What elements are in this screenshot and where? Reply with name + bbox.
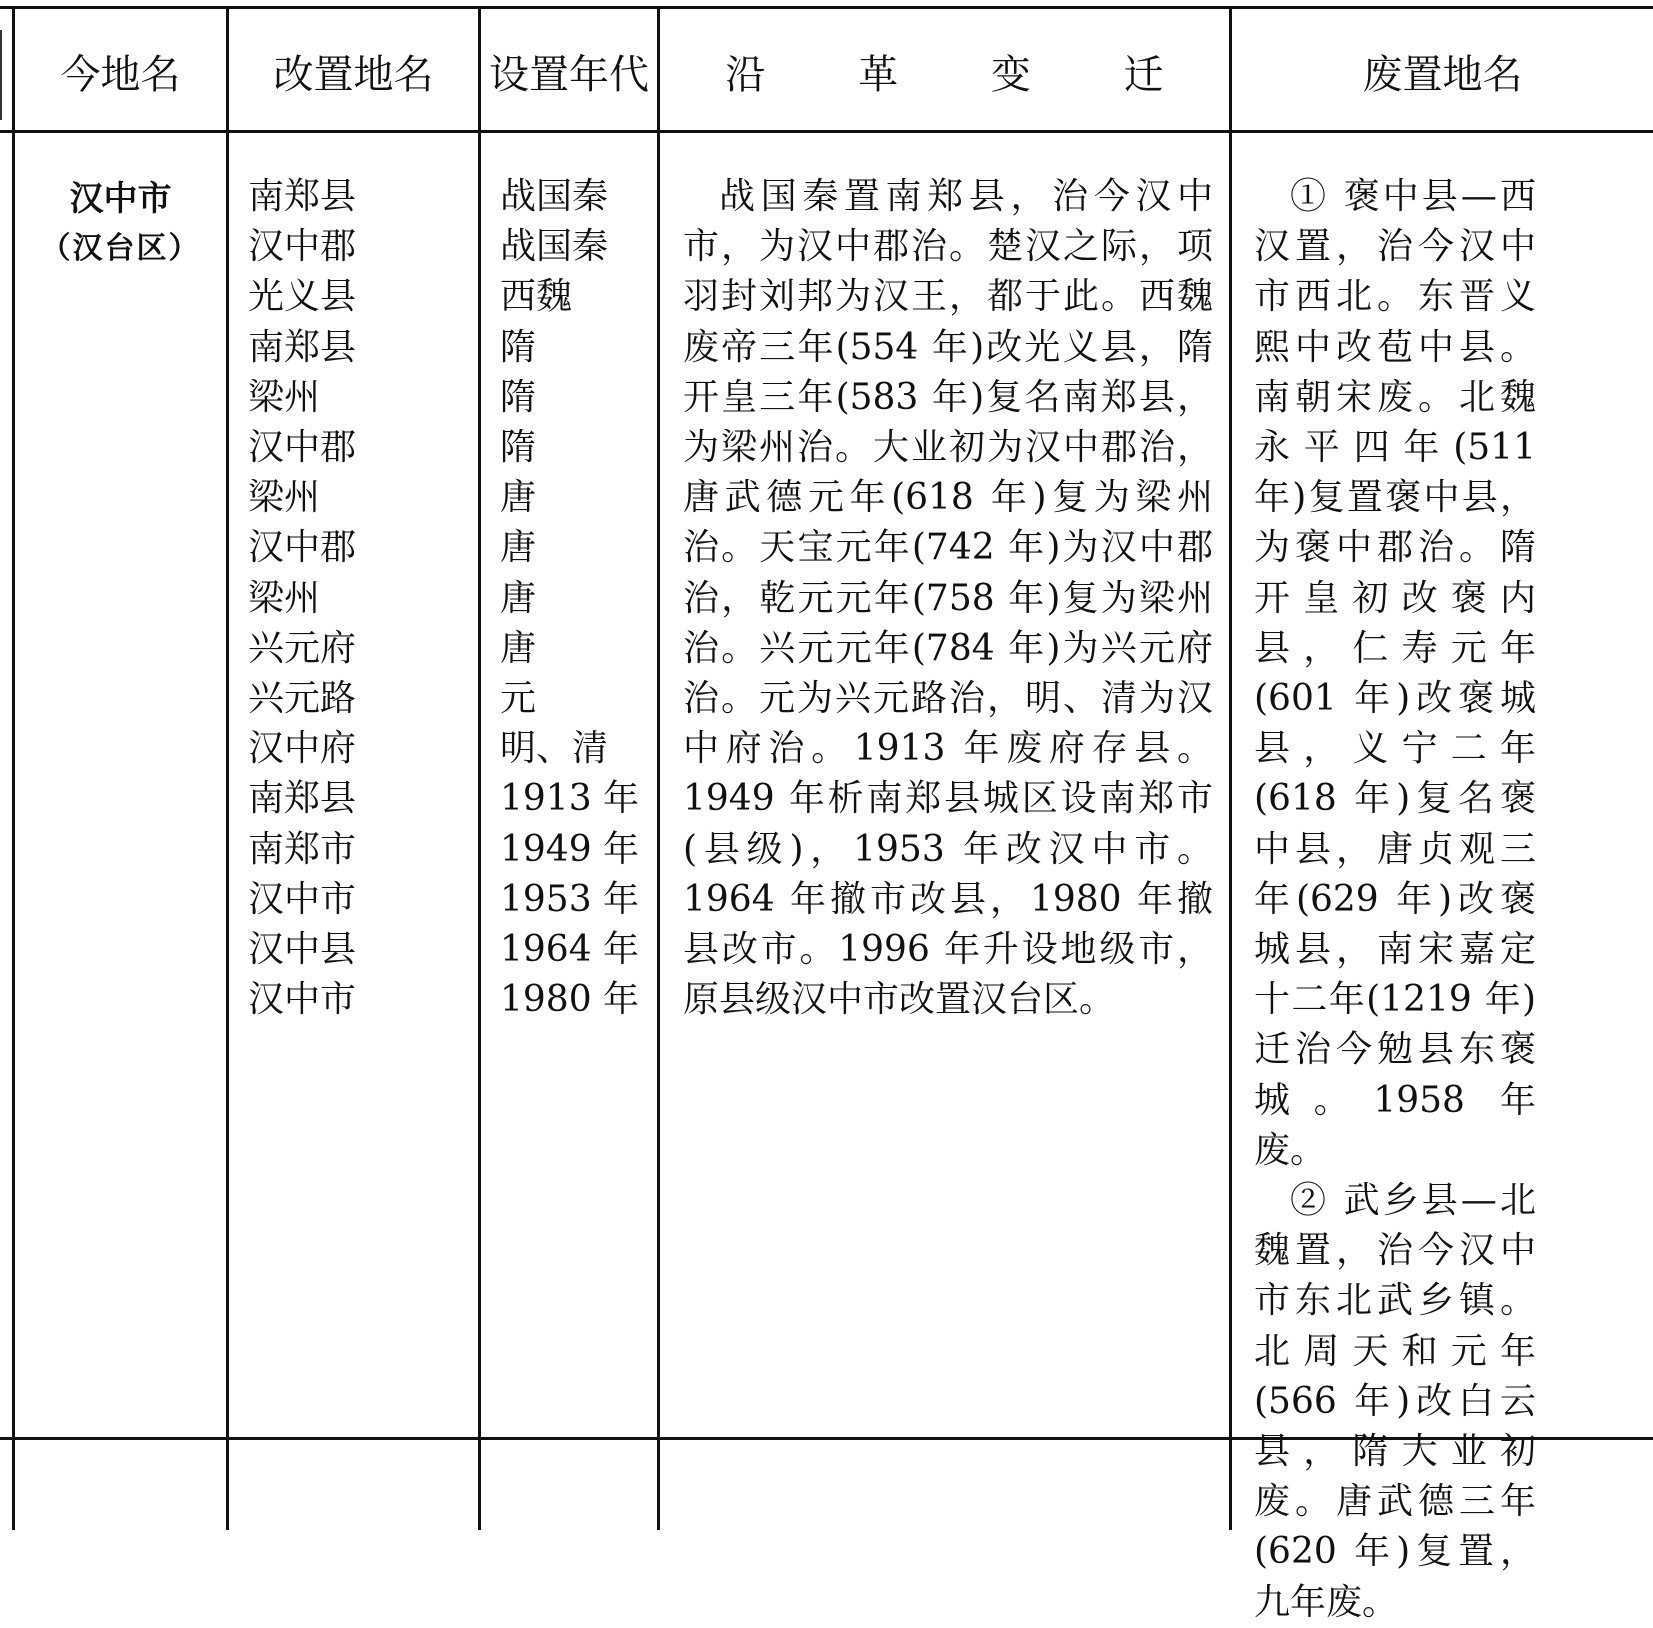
era-item: 1964 年: [500, 929, 640, 971]
era-item: 元: [500, 678, 537, 720]
changed-name-item: 汉中府: [248, 728, 357, 770]
era-item: 战国秦: [500, 176, 609, 217]
era-item: 1913 年: [500, 778, 640, 820]
table-top-border: [0, 6, 1653, 9]
era-item: 西魏: [500, 276, 573, 318]
changed-name-item: 梁州: [248, 477, 321, 519]
header-abolished-name-text: 废置地名: [1362, 52, 1523, 98]
changed-name-item: 汉中郡: [248, 226, 357, 268]
header-history: 沿 革 变 迁: [725, 52, 1204, 98]
changed-name-item: 南郑县: [248, 778, 357, 820]
current-name: 汉中市: [69, 179, 172, 219]
changed-name-item: 南郑县: [248, 176, 357, 217]
header-bottom-border: [0, 130, 1653, 133]
column-divider-3: [657, 8, 660, 1530]
era-item: 1949 年: [500, 828, 640, 870]
changed-name-item: 南郑县: [248, 326, 357, 368]
column-divider-2: [478, 8, 481, 1530]
abolished-names-cell: [1254, 172, 1536, 1628]
era-item: 隋: [500, 326, 537, 368]
header-current-name: 今地名: [60, 52, 181, 98]
era-item: 唐: [500, 577, 537, 619]
changed-name-item: 汉中县: [248, 929, 357, 971]
era-item: 明、清: [500, 728, 609, 770]
era-item: 唐: [500, 527, 537, 569]
changed-names-list: [248, 172, 474, 1025]
era-item: 隋: [500, 427, 537, 469]
changed-name-item: 南郑市: [248, 828, 357, 870]
changed-name-item: 汉中市: [248, 878, 357, 920]
era-item: 战国秦: [500, 226, 609, 268]
abolished-entry-2: ② 武乡县—北魏置，治今汉中市东北武乡镇。北周天和元年(566 年)改白云县，隋大业初废。唐武德三年(620 年)复置，九年废。: [1254, 1180, 1536, 1623]
changed-name-item: 光义县: [248, 276, 357, 318]
changed-name-item: 汉中郡: [248, 427, 357, 469]
era-item: 唐: [500, 627, 537, 669]
abolished-entry-1: ① 褒中县—西汉置，治今汉中市西北。东晋义熙中改苞中县。南朝宋废。北魏永平四年(511 年)复置褒中县，为褒中郡治。隋开皇初改褒内县，仁寿元年(601 年)改褒城县，义宁二年(618 年)复名褒中县，唐贞观三年(629 年)改褒城县，南宋嘉定十二年(1219 年)迁治今勉县东褒城。1958 年废。: [1254, 176, 1536, 1171]
history-text: 战国秦置南郑县，治今汉中市，为汉中郡治。楚汉之际，项羽封刘邦为汉王，都于此。西魏废帝三年(554 年)改光义县，隋开皇三年(583 年)复名南郑县，为梁州治。大业初为汉中郡治，唐武德元年(618 年)复为梁州治。天宝元年(742 年)为汉中郡治，乾元元年(758 年)复为梁州治。兴元元年(784 年)为兴元府治。元为兴元路治，明、清为汉中府治。1913 年废府存县。1949 年析南郑县城区设南郑市(县级)，1953 年改汉中市。1964 年撤市改县，1980 年撤县改市。1996 年升设地级市，原县级汉中市改置汉台区。: [683, 176, 1213, 1021]
header-established-era: 设置年代: [489, 52, 649, 98]
changed-name-item: 汉中郡: [248, 527, 357, 569]
changed-name-item: 汉中市: [248, 979, 357, 1021]
column-divider-1: [226, 8, 229, 1530]
changed-name-item: 兴元府: [248, 627, 357, 669]
era-item: 唐: [500, 477, 537, 519]
eras-list: [500, 172, 655, 1025]
current-name-district: （汉台区）: [40, 231, 201, 266]
era-item: 隋: [500, 376, 537, 418]
changed-name-item: 梁州: [248, 577, 321, 619]
era-item: 1980 年: [500, 979, 640, 1021]
header-changed-name: 改置地名: [273, 52, 434, 98]
column-divider-4: [1229, 8, 1232, 1530]
era-item: 1953 年: [500, 878, 640, 920]
changed-name-item: 兴元路: [248, 678, 357, 720]
header-abolished-name: [1232, 52, 1653, 105]
page-edge-mark: [0, 30, 2, 120]
changed-name-item: 梁州: [248, 376, 321, 418]
current-name-cell: [15, 174, 226, 274]
